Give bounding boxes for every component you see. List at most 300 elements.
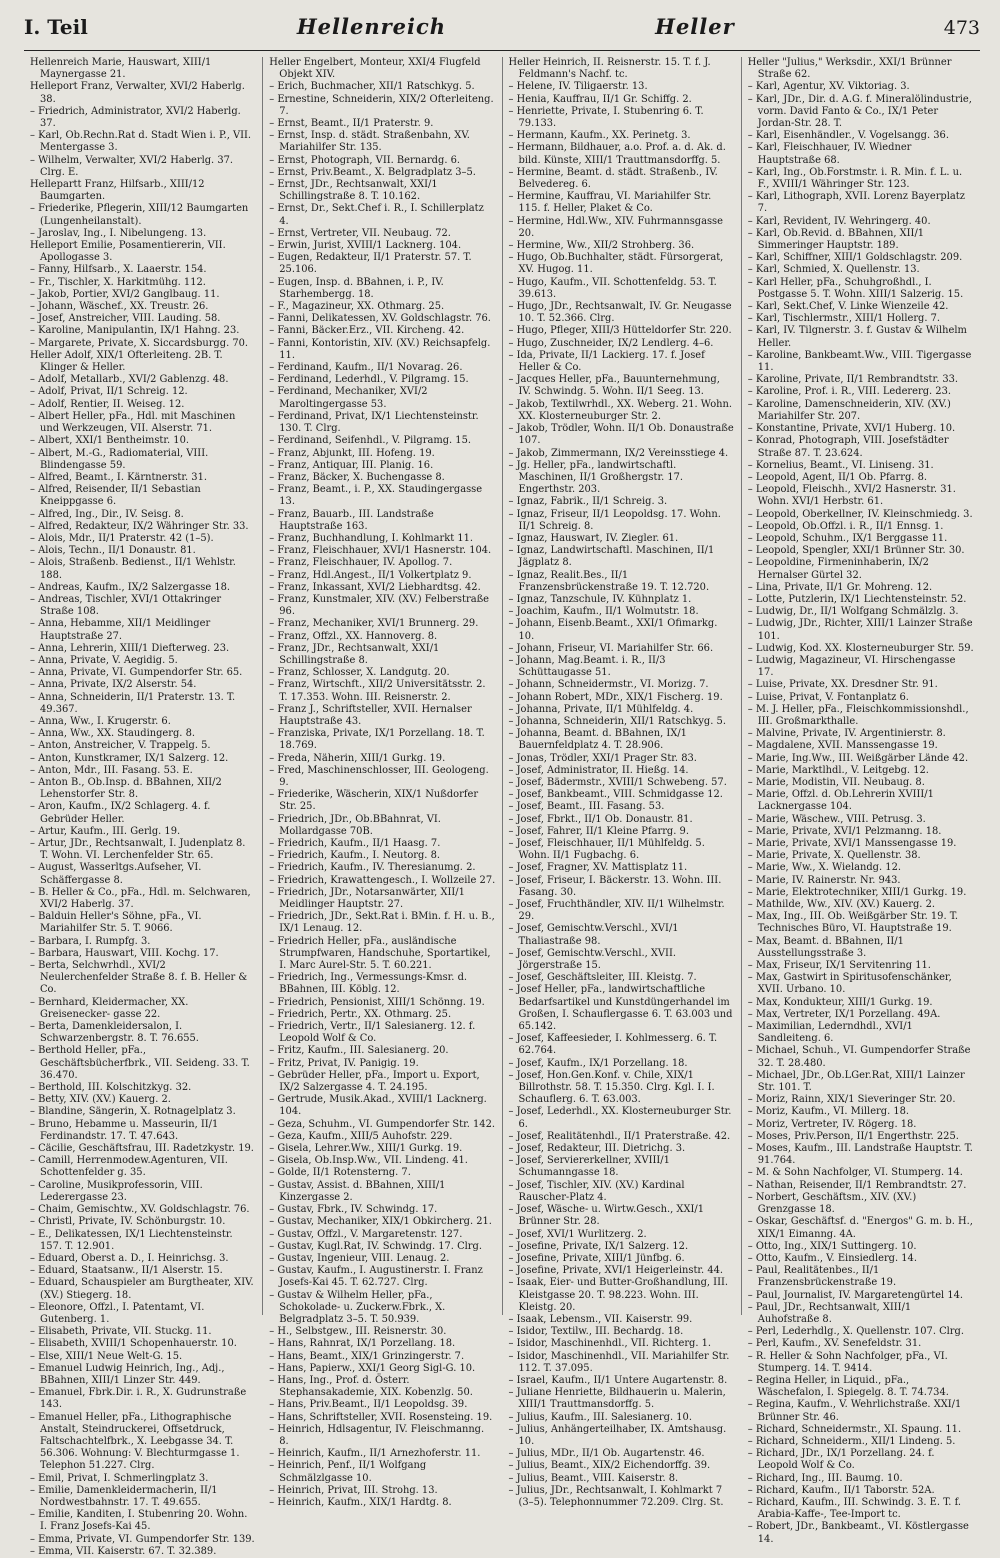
directory-entry: – Ludwig, Dr., II/1 Wolfgang Schmälzlg. 3. <box>747 606 959 618</box>
directory-entry: – Isaak, Eier- und Butter-Großhandlung, III. Kleistgasse 20. T. 98.223. Wohn. III. Kleistg. 20. <box>508 1277 729 1313</box>
directory-entry: – Friedrich, Kaufm., IV. Theresianumg. 2. <box>269 862 476 874</box>
directory-entry: – Christl, Private, IV. Schönburgstr. 10. <box>30 1216 226 1228</box>
directory-entry: – Hermine, Hdl.Ww., XIV. Fuhrmannsgasse 20. <box>508 215 723 239</box>
directory-entry: – Friederike, Pflegerin, XIII/12 Baumgarten (Lungenheilanstalt). <box>30 203 249 227</box>
directory-entry: – Max, Friseur, IX/1 Servitenring 11. <box>747 960 931 972</box>
part-label: I. Teil <box>24 15 88 39</box>
directory-entry: – Berthold, III. Kolschitzkyg. 32. <box>30 1082 192 1094</box>
directory-entry: – Barbara, Hauswart, VIII. Kochg. 17. <box>30 947 219 959</box>
directory-entry: – Franz, Wirtschft., XII/2 Universitätsstr. 2. T. 17.353. Wohn. III. Reisnerstr. 2. <box>269 679 486 703</box>
directory-entry: – Marie, Ing.Ww., III. Weißgärber Lände 42. <box>747 752 969 764</box>
directory-entry: – Karl, Lithograph, XVII. Lorenz Bayerplatz 7. <box>747 191 965 215</box>
directory-entry: – Leopoldine, Firmeninhaberin, IX/2 Hernalser Gürtel 32. <box>747 557 929 581</box>
directory-entry: – Oskar, Geschäftsf. d. "Energos" G. m. b. H., XIX/1 Eimanng. 4A. <box>747 1216 973 1240</box>
directory-entry: – Ernst, Vertreter, VII. Neubaug. 72. <box>269 227 451 239</box>
directory-entry: – Ignaz, Fabrik., II/1 Schreig. 3. <box>508 496 668 508</box>
directory-entry: – Betty, XIV. (XV.) Kauerg. 2. <box>30 1094 171 1106</box>
directory-entry: – Josef, Serviererkellner, XVIII/1 Schumanngasse 18. <box>508 1155 670 1179</box>
directory-entry: – Joachim, Kaufm., II/1 Wolmutstr. 18. <box>508 606 699 618</box>
directory-entry: – Hans, Schriftsteller, XVII. Rosensteing. 19. <box>269 1411 493 1423</box>
directory-entry: – Josef, Gemischtw.Verschl., XVI/1 Thaliastraße 98. <box>508 923 679 947</box>
directory-entry: – Jakob, Trödler, Wohn. II/1 Ob. Donaustraße 107. <box>508 423 734 447</box>
directory-entry: – Elisabeth, XVIII/1 Schopenhauerstr. 10. <box>30 1338 237 1350</box>
directory-entry: – Anton, Kunstkramer, IX/1 Salzerg. 12. <box>30 752 229 764</box>
directory-entry: – Josef, Fbrkt., II/1 Ob. Donaustr. 81. <box>508 813 693 825</box>
directory-entry: – Ernst, Photograph, VII. Bernardg. 6. <box>269 154 461 166</box>
directory-entry: – Friedrich, JDr., Sekt.Rat i. BMin. f. H. u. B., IX/1 Lenaug. 12. <box>269 911 495 935</box>
directory-entry: – Josefine, Private, XVI/1 Heigerleinstr. 44. <box>508 1265 724 1277</box>
directory-entry: – Friedrich, Kaufm., II/1 Haasg. 7. <box>269 838 441 849</box>
directory-entry: – Franz, Bäcker, X. Buchengasse 8. <box>269 471 445 483</box>
directory-entry: – Ernst, Insp. d. städt. Straßenbahn, XV. Mariahilfer Str. 135. <box>269 130 470 154</box>
directory-entry: – Friedrich Heller, pFa., ausländische Strumpfwaren, Handschuhe, Sportartikel, I. Marc Aurel-Str. 5. T. 60.221. <box>269 935 491 972</box>
column-4 <box>741 57 980 1545</box>
directory-entry: – Eugen, Insp. d. BBahnen, i. P., IV. Starhembergg. 18. <box>269 276 444 300</box>
directory-entry: – Emil, Privat, I. Schmerlingplatz 3. <box>30 1472 209 1484</box>
directory-entry: – Josef, Friseur, I. Bäckerstr. 13. Wohn. III. Fasang. 30. <box>508 874 722 898</box>
directory-entry: – Josefine, Private, IX/1 Salzerg. 12. <box>508 1240 689 1252</box>
directory-entry: – Ernst, Beamt., II/1 Praterstr. 9. <box>269 118 434 130</box>
directory-entry: – Konstantine, Private, XVI/1 Huberg. 10. <box>747 423 956 435</box>
directory-entry: – Karoline, Prof. i. R., VIII. Ledererg. 23. <box>747 386 952 398</box>
directory-entry: – Artur, Kaufm., III. Gerlg. 19. <box>30 825 181 837</box>
directory-entry: – Andreas, Kaufm., IX/2 Salzergasse 18. <box>30 581 231 593</box>
directory-entry: – Marie, Private, XVI/1 Pelzmanng. 18. <box>747 825 942 837</box>
directory-entry: – Michael, JDr., Ob.LGer.Rat, XIII/1 Lainzer Str. 101. T. <box>747 1069 965 1094</box>
directory-entry: – Josef, Kaffeesieder, I. Kohlmesserg. 6. T. 62.764. <box>508 1033 718 1057</box>
directory-entry: – Hans, Ing., Prof. d. Österr. Stephansakademie, XIX. Kobenzlg. 50. <box>269 1374 473 1399</box>
directory-entry: – Emanuel Heller, pFa., Lithographische Anstalt, Steindruckerei, Offsetdruck, Faltschachtelfbrk., X. Leebgasse 34. T. 56.306. Wohnung: V. Blechturmgasse 1. Telephon 51.227. Clrg. <box>30 1411 240 1472</box>
directory-entry: – Hugo, Zuschneider, IX/2 Lendlerg. 4–6. <box>508 337 714 349</box>
directory-entry: – Henia, Kauffrau, II/1 Gr. Schiffg. 2. <box>508 93 692 105</box>
directory-entry: – Emanuel Ludwig Heinrich, Ing., Adj., BBahnen, XIII/1 Linzer Str. 449. <box>30 1362 225 1386</box>
directory-entry: – Henriette, Private, I. Stubenring 6. T. 79.133. <box>508 105 704 130</box>
directory-entry: – Marie, Offzl. d. Ob.Lehrerin XVIII/1 Lacknergasse 104. <box>747 789 934 813</box>
directory-entry: – Robert, JDr., Bankbeamt., VI. Köstlergasse 14. <box>747 1521 969 1545</box>
directory-entry: – Luise, Private, XX. Dresdner Str. 91. <box>747 679 938 691</box>
directory-entry: – Heinrich, Kaufm., XIX/1 Hardtg. 8. <box>269 1496 452 1508</box>
directory-entry: – Johanna, Beamt. d. BBahnen, IX/1 Bauernfeldplatz 4. T. 28.906. <box>508 728 687 752</box>
directory-entry: – Camill, Herrenmodew.Agenturen, VII. Schottenfelder g. 35. <box>30 1155 228 1179</box>
directory-entry: – Friedrich, Krawattengesch., I. Wollzeile 27. <box>269 874 496 886</box>
directory-entry: – Adolf, Privat, II/1 Schreig. 12. <box>30 386 188 398</box>
directory-entry: – Jakob, Portier, XVI/2 Ganglbaug. 11. <box>30 288 220 300</box>
directory-entry: – Alfred, Redakteur, IX/2 Währinger Str. 33. <box>30 520 249 532</box>
directory-entry: Hellepartt Franz, Hilfsarb., XIII/12 Baumgarten. <box>30 179 205 203</box>
directory-entry: – Albert, XXI/1 Bentheimstr. 10. <box>30 435 190 447</box>
directory-entry: – Regina Heller, in Liquid., pFa., Wäschefalon, I. Spiegelg. 8. T. 74.734. <box>747 1374 949 1399</box>
directory-entry: – Gustav & Wilhelm Heller, pFa., Schokolade- u. Zuckerw.Fbrk., X. Belgradplatz 3–5. T. 50.939. <box>269 1289 446 1325</box>
directory-entry: – Mathilde, Ww., XIV. (XV.) Kauerg. 2. <box>747 899 935 911</box>
directory-entry: – Karl, Schmied, X. Quellenstr. 13. <box>747 264 920 276</box>
directory-entry: – Fanni, Kontoristin, XIV. (XV.) Reichsapfelg. 11. <box>269 337 491 361</box>
directory-entry: – Franz, Beamt., i. P., XX. Staudingergasse 13. <box>269 484 483 508</box>
directory-entry: – Else, XIII/1 Neue Welt-G. 15. <box>30 1350 183 1362</box>
directory-entry: – Jaroslav, Ing., I. Nibelungeng. 13. <box>30 227 207 239</box>
directory-entry: – Nathan, Reisender, II/1 Rembrandtstr. 27. <box>747 1179 967 1191</box>
directory-entry: – Franz, Fleischhauer, XVI/1 Hasnerstr. 104. <box>269 545 492 557</box>
directory-entry: – Franz J., Schriftsteller, XVII. Hernalser Hauptstraße 43. <box>269 703 472 727</box>
directory-entry: – M. & Sohn Nachfolger, VI. Stumperg. 14. <box>747 1167 963 1179</box>
directory-entry: – Josef, Kaufm., IX/1 Porzellang. 18. <box>508 1057 688 1069</box>
directory-entry: – Karl, Ob.Revid. d. BBahnen, XII/1 Simmeringer Hauptstr. 189. <box>747 227 925 252</box>
directory-entry: – Malvine, Private, IV. Argentinierstr. 8. <box>747 728 946 740</box>
directory-entry: – Max, Ing., III. Ob. Weißgärber Str. 19. T. Technisches Büro, VI. Hauptstraße 19. <box>747 911 959 935</box>
directory-entry: Hellenreich Marie, Hauswart, XIII/1 Maynergasse 21. <box>30 57 212 81</box>
directory-entry: – Josef, Bädermstr., XVIII/1 Schwebeng. 57. <box>508 776 727 788</box>
directory-entry: – Richard, Schneidermstr., XI. Spaung. 11. <box>747 1423 962 1435</box>
directory-entry: – Hans, Beamt., XIX/1 Grinzingerstr. 7. <box>269 1350 465 1362</box>
directory-entry: – Josef, XVI/1 Wurlitzerg. 2. <box>508 1228 647 1240</box>
directory-entry: – Hermine, Beamt. d. städt. Straßenb., IV. Belvedereg. 6. <box>508 166 718 191</box>
directory-entry: – Josef, Beamt., III. Fasang. 53. <box>508 801 665 813</box>
directory-entry: – Franz, Buchhandlung, I. Kohlmarkt 11. <box>269 532 474 544</box>
directory-entry: – Karoline, Private, II/1 Rembrandtstr. 33. <box>747 374 959 386</box>
directory-entry: – Lotte, Putzlerin, IX/1 Liechtensteinstr. 52. <box>747 593 967 605</box>
directory-entry: – Karl, Schiffner, XIII/1 Goldschlagstr. 209. <box>747 252 963 264</box>
directory-entry: – Anna, Private, V. Aegidig. 5. <box>30 654 178 666</box>
directory-entry: – Hugo, Ob.Buchhalter, städt. Fürsorgerat, XV. Hugog. 11. <box>508 252 724 276</box>
directory-entry: – Marie, Wäschew., VIII. Petrusg. 3. <box>747 813 926 825</box>
directory-entry: – Josef, Redakteur, III. Dietrichg. 3. <box>508 1143 686 1155</box>
directory-entry: – Ludwig, Kod. XX. Klosterneuburger Str. 59. <box>747 642 974 654</box>
page-number: 473 <box>943 17 980 39</box>
directory-entry: – Jg. Heller, pFa., landwirtschaftl. Maschinen, II/1 Großhergstr. 17. Engerthstr. 203. <box>508 459 684 496</box>
directory-entry: – Jakob, Textilwrhdl., XX. Weberg. 21. Wohn. XX. Klosterneuburger Str. 2. <box>508 398 733 422</box>
directory-entry: – Gustav, Offzl., V. Margaretenstr. 127. <box>269 1228 463 1240</box>
directory-entry: – Josef, Geschäftsleiter, III. Kleistg. 7. <box>508 972 697 984</box>
directory-entry: – Karoline, Damenschneiderin, XIV. (XV.) Mariahilfer Str. 207. <box>747 398 951 422</box>
directory-entry: – Ferdinand, Mechaniker, XVI/2 Maroltingergasse 53. <box>269 386 428 410</box>
directory-entry: – Julius, Beamt., VIII. Kaiserstr. 8. <box>508 1472 679 1484</box>
directory-entry: – Elisabeth, Private, VII. Stuckg. 11. <box>30 1326 212 1338</box>
directory-entry: Heller Adolf, XIX/1 Ofterleiteng. 2B. T. Klinger & Heller. <box>30 349 223 374</box>
directory-entry: – Helene, IV. Tiligaerstr. 13. <box>508 81 648 93</box>
directory-entry: – Gertrude, Musik.Akad., XVIII/1 Lacknerg. 104. <box>269 1094 487 1118</box>
directory-entry: – Adolf, Rentier, II. Weiseg. 12. <box>30 398 185 410</box>
directory-entry: – Alfred, Reisender, II/1 Sebastian Kneippgasse 6. <box>30 484 201 508</box>
column-2 <box>262 57 501 1508</box>
directory-entry: – Friederike, Wäscherin, XIX/1 Nußdorfer Str. 25. <box>269 789 479 813</box>
column-1 <box>24 57 262 1557</box>
directory-entry: – Friedrich, Pertr., XX. Othmarg. 25. <box>269 1008 452 1020</box>
directory-entry: – Golde, II/1 Rotensterng. 7. <box>269 1167 411 1179</box>
directory-entry: – Barbara, I. Rumpfg. 3. <box>30 935 151 947</box>
directory-entry: – August, Wasserltgs.Aufseher, VI. Schäffergasse 8. <box>30 862 202 886</box>
directory-entry: – Paul, Journalist, IV. Margaretengürtel 14. <box>747 1289 964 1301</box>
directory-entry: – Gustav, Mechaniker, XIX/1 Obkircherg. 21. <box>269 1216 492 1228</box>
directory-entry: – Hermann, Bildhauer, a.o. Prof. a. d. Ak. d. bild. Künste, XIII/1 Trauttmansdorffg. 5. <box>508 142 726 166</box>
directory-entry: – Hans, Rahnrat, IX/1 Porzellang. 18. <box>269 1338 456 1350</box>
directory-entry: – Heinrich, Kaufm., II/1 Arnezhoferstr. 11. <box>269 1448 481 1460</box>
directory-entry: – Moses, Kaufm., III. Landstraße Hauptstr. T. 91.764. <box>747 1143 973 1167</box>
directory-entry: – Gustav, Ingenieur, VIII. Lenaug. 2. <box>269 1252 450 1264</box>
directory-entry: – Michael, Schuh., VI. Gumpendorfer Straße 32. T. 28.480. <box>747 1045 971 1069</box>
directory-entry: – Julius, MDr., II/1 Ob. Augartenstr. 46. <box>508 1448 705 1460</box>
directory-entry: – Marie, Elektrotechniker, XIII/1 Gurkg. 19. <box>747 886 967 898</box>
directory-entry: – Moriz, Vertreter, IV. Rögerg. 18. <box>747 1118 917 1130</box>
directory-entry: – Eduard, Oberst a. D., I. Heinrichsg. 3. <box>30 1252 229 1264</box>
directory-entry: – Karl, Fleischhauer, IV. Wiedner Hauptstraße 68. <box>747 142 912 166</box>
directory-entry: – Norbert, Geschäftsm., XIV. (XV.) Grenzgasse 18. <box>747 1191 917 1216</box>
directory-entry: – Franz, Inkassant, XVI/2 Liebhardtsg. 42. <box>269 581 481 593</box>
directory-entry: – Karl, Eisenhändler., V. Vogelsangg. 36. <box>747 130 949 142</box>
directory-entry: – Eduard, Schauspieler am Burgtheater, XIV. (XV.) Stiegerg. 18. <box>30 1277 254 1301</box>
directory-entry: – Luise, Privat, V. Fontanplatz 6. <box>747 691 909 703</box>
directory-entry: – Richard, Kaufm., III. Schwindg. 3. E. T. f. Arabia-Kaffe-, Tee-Import tc. <box>747 1496 962 1521</box>
directory-entry: – Ernst, Priv.Beamt., X. Belgradplatz 3–5. <box>269 166 476 178</box>
directory-entry: – Anna, Ww., XX. Staudingerg. 8. <box>30 728 196 740</box>
left-catchword: Hellenreich <box>296 14 447 39</box>
directory-entry: – Berta, Damenkleidersalon, I. Schwarzenbergstr. 8. T. 76.655. <box>30 1021 199 1045</box>
directory-entry: – Emilie, Damenkleidermacherin, II/1 Nordwestbahnstr. 17. T. 49.655. <box>30 1484 218 1508</box>
directory-entry: Helleport Franz, Verwalter, XVI/2 Haberlg. 38. <box>30 81 245 105</box>
directory-entry: – Hermine, Ww., XII/2 Strohberg. 36. <box>508 240 695 252</box>
directory-entry: – Albert Heller, pFa., Hdl. mit Maschinen und Werkzeugen, VII. Alserstr. 71. <box>30 410 236 435</box>
directory-entry: – Franz, Schlosser, X. Landgutg. 20. <box>269 667 450 679</box>
directory-entry: – Jacques Heller, pFa., Bauunternehmung, IV. Schwindg. 5. Wohn. II/1 Seeg. 13. <box>508 374 720 398</box>
directory-entry: – Josef, Fahrer, II/1 Kleine Pfarrg. 9. <box>508 825 689 837</box>
directory-entry: – Leopold, Spengler, XXI/1 Brünner Str. 30. <box>747 545 965 557</box>
directory-entry: – Ignaz, Hauswart, IV. Ziegler. 61. <box>508 532 679 544</box>
directory-entry: – Marie, Marktlhdl., V. Leitgebg. 12. <box>747 764 929 776</box>
directory-entry: – Max, Vertreter, IX/1 Porzellang. 49A. <box>747 1008 941 1020</box>
directory-entry: – Fanni, Delikatessen, XV. Goldschlagstr. 76. <box>269 313 491 325</box>
directory-entry: – Josef, Anstreicher, VIII. Lauding. 58. <box>30 313 221 325</box>
directory-entry: – Franz, Antiquar, III. Planig. 16. <box>269 459 434 471</box>
directory-entry: – Hermine, Kauffrau, VI. Mariahilfer Str. 115. f. Heller, Plaket & Co. <box>508 191 712 215</box>
directory-entry: – Jakob, Zimmermann, IX/2 Vereinsstiege 4. <box>508 447 729 459</box>
directory-entry: – Eugen, Redakteur, II/1 Praterstr. 57. T. 25.106. <box>269 252 472 276</box>
directory-entry: – Franz, Abjunkt, III. Hofeng. 19. <box>269 447 435 459</box>
directory-entry: – Marie, IV. Rainerstr. Nr. 943. <box>747 874 901 886</box>
directory-entry: – Julius, Beamt., XIX/2 Eichendorffg. 39. <box>508 1460 711 1472</box>
directory-entry: – Eleonore, Offzl., I. Patentamt, VI. Gutenberg. 1. <box>30 1301 205 1325</box>
directory-entry: – Ferdinand, Lederhdl., V. Pilgramg. 15. <box>269 374 469 386</box>
directory-entry: – Anna, Lehrerin, XIII/1 Diefterweg. 23. <box>30 642 230 654</box>
directory-entry: – Julius, Anhängerteilhaber, IX. Amtshausg. 10. <box>508 1423 727 1447</box>
directory-entry: – Josef, Fragner, XV. Mattisplatz 11. <box>508 862 688 874</box>
directory-entry: – Emma, Private, VI. Gumpendorfer Str. 139. <box>30 1533 255 1545</box>
directory-entry: – Marie, Modistin, VII. Neubaug. 8. <box>747 776 925 788</box>
directory-entry: – Margarete, Private, X. Siccardsburgg. 70. <box>30 337 249 349</box>
directory-entry: – Aron, Kaufm., IX/2 Schlagerg. 4. f. Gebrüder Heller. <box>30 801 211 825</box>
directory-entry: – Anton B., Ob.Insp. d. BBahnen, XII/2 Lehenstorfer Str. 8. <box>30 776 222 801</box>
directory-entry: – Andreas, Tischler, XVI/1 Ottakringer Straße 108. <box>30 593 222 618</box>
directory-entry: – Emilie, Kanditen, I. Stubenring 20. Wohn. I. Franz Josefs-Kai 45. <box>30 1509 248 1533</box>
directory-entry: – Johann, Wäschef., XX. Treustr. 26. <box>30 301 209 313</box>
directory-entry: – Isidor, Maschinenhdl., VII. Richterg. 1. <box>508 1338 712 1350</box>
directory-entry: – Franz, JDr., Rechtsanwalt, XXI/1 Schillingstraße 8. <box>269 642 440 666</box>
directory-entry: – Johanna, Private, II/1 Mühlfeldg. 4. <box>508 703 694 715</box>
directory-entry: – Friedrich, JDr., Ob.BBahnrat, VI. Mollardgasse 70B. <box>269 813 441 837</box>
directory-entry: – Blandine, Sängerin, X. Rotnagelplatz 3. <box>30 1106 236 1118</box>
directory-entry: – Josef, Gemischtw.Verschl., XVII. Jörgerstraße 15. <box>508 947 676 972</box>
directory-entry: – Josef, Lederhdl., XX. Klosterneuburger Str. 6. <box>508 1106 732 1130</box>
directory-entry: – Isidor, Textilw., III. Bechardg. 18. <box>508 1326 684 1338</box>
directory-entry: – Moriz, Rainn, XIX/1 Sieveringer Str. 20. <box>747 1094 956 1106</box>
column-3 <box>502 57 741 1508</box>
directory-entry: – Friedrich, Ing., Vermessungs-Kmsr. d. BBahnen, III. Köblg. 12. <box>269 972 468 996</box>
directory-entry: – Richard, JDr., IX/1 Porzellang. 24. f. Leopold Wolf & Co. <box>747 1448 935 1472</box>
directory-entry: – Albert, M.-G., Radiomaterial, VIII. Blindengasse 59. <box>30 447 209 471</box>
directory-entry: – Julius, JDr., Rechtsanwalt, I. Kohlmarkt 7 (3–5). Telephonnummer 72.209. Clrg. St. <box>508 1484 724 1508</box>
directory-entry: – Max, Beamt. d. BBahnen, II/1 Ausstellungsstraße 3. <box>747 935 904 959</box>
directory-entry: – Regina, Kaufm., V. Wehrlichstraße. XXI/1 Brünner Str. 46. <box>747 1399 962 1423</box>
directory-entry: – Alfred, Beamt., I. Kärntnerstr. 31. <box>30 471 207 483</box>
directory-entry: – Karl, Ob.Rechn.Rat d. Stadt Wien i. P., VII. Mentergasse 3. <box>30 130 252 154</box>
directory-entry: – Leopold, Agent, II/1 Ob. Pfarrg. 8. <box>747 471 927 483</box>
directory-entry: – Leopold, Ob.Offzl. i. R., II/1 Ennsg. 1. <box>747 520 944 532</box>
directory-entry: Heller Heinrich, II. Reisnerstr. 15. T. f. J. Feldmann's Nachf. tc. <box>508 57 711 81</box>
directory-entry: – Freda, Näherin, XIII/1 Gurkg. 19. <box>269 752 446 764</box>
directory-entry: – Josef Heller, pFa., landwirtschaftliche Bedarfsartikel und Kunstdüngerhandel im Großen, I. Schauflergasse 6. T. 63.003 und 65.142. <box>508 984 733 1033</box>
directory-entry: – Alfred, Ing., Dir., IV. Seisg. 8. <box>30 508 184 520</box>
directory-entry: – Magdalene, XVII. Manssengasse 19. <box>747 740 938 752</box>
directory-entry: – Karl, IV. Tilgnerstr. 3. f. Gustav & Wilhelm Heller. <box>747 325 967 349</box>
directory-entry: – Richard, Schneiderm., XII/1 Lindeng. 5. <box>747 1435 956 1447</box>
directory-entry: – Fred, Maschinenschlosser, III. Geologeng. 9. <box>269 764 489 788</box>
directory-entry: – H., Selbstgew., III. Reisnerstr. 30. <box>269 1326 447 1338</box>
directory-entry: – Franz, Hdl.Angest., II/1 Volkertplatz 9. <box>269 569 472 581</box>
directory-entry: – Karl, Sekt.Chef, V. Linke Wienzeile 42. <box>747 301 949 313</box>
directory-entry: – Isidor, Maschinenhdl., VII. Mariahilfer Str. 112. T. 37.095. <box>508 1350 730 1374</box>
directory-entry: – Fanni, Bäcker.Erz., VII. Kircheng. 42. <box>269 325 465 337</box>
directory-entry: Helleport Emilie, Posamentiererin, VII. Apollogasse 3. <box>30 240 226 264</box>
directory-entry: – Berta, Selchwrhdl., XVI/2 Neulerchenfelder Straße 8. f. B. Heller & Co. <box>30 960 248 996</box>
directory-entry: – Josef, Realitätenhdl., II/1 Praterstraße. 42. <box>508 1130 731 1142</box>
directory-entry: – Johann, Friseur, VI. Mariahilfer Str. 66. <box>508 642 714 654</box>
directory-entry: – Paul, Realitätenbes., II/1 Franzensbrückenstraße 19. <box>747 1265 897 1289</box>
directory-entry: – Otto, Ing., XIX/1 Suttingerg. 10. <box>747 1240 917 1252</box>
directory-entry: – Perl, Kaufm., XV. Senefeldstr. 31. <box>747 1338 922 1350</box>
directory-entry: – Friedrich, JDr., Notarsanwärter, XII/1 Meidlinger Hauptstr. 27. <box>269 886 465 911</box>
directory-entry: – Karoline, Manipulantin, IX/1 Hahng. 23. <box>30 325 240 337</box>
directory-entry: – B. Heller & Co., pFa., Hdl. m. Selchwaren, XVI/2 Haberlg. 37. <box>30 886 251 911</box>
directory-entry: – Kornelius, Beamt., VI. Liniseng. 31. <box>747 459 934 471</box>
directory-entry: – R. Heller & Sohn Nachfolger, pFa., VI. Stumperg. 14. T. 9414. <box>747 1350 948 1374</box>
directory-entry: – Gisela, Lehrer.Ww., XIII/1 Gurkg. 19. <box>269 1143 463 1155</box>
directory-entry: – Perl, Lederhdlg., X. Quellenstr. 107. Clrg. <box>747 1326 964 1338</box>
directory-entry: – Hans, Papierw., XXI/1 Georg Sigl-G. 10. <box>269 1362 476 1374</box>
directory-entry: – Fritz, Privat, IV. Panigig. 19. <box>269 1057 419 1069</box>
directory-entry: – Karoline, Bankbeamt.Ww., VIII. Tigergasse 11. <box>747 349 972 374</box>
directory-entry: – Gisela, Ob.Insp.Ww., VII. Lindeng. 41. <box>269 1155 468 1167</box>
directory-entry: – Fanny, Hilfsarb., X. Laaerstr. 154. <box>30 264 207 276</box>
directory-entry: – Ignaz, Tanzschule, IV. Kühnplatz 1. <box>508 593 692 605</box>
directory-entry: – Karl, Tischlermstr., XIII/1 Hollerg. 7. <box>747 313 941 325</box>
directory-entry: – Friedrich, Kaufm., I. Neutorg. 8. <box>269 850 441 862</box>
directory-entry: – Artur, JDr., Rechtsanwalt, I. Judenplatz 8. T. Wohn. VI. Lerchenfelder Str. 65. <box>30 838 246 862</box>
directory-entry: – Marie, Private, X. Quellenstr. 38. <box>747 850 921 862</box>
directory-entry: – Ludwig, Magazineur, VI. Hirschengasse 17. <box>747 654 956 679</box>
directory-entry: – Paul, JDr., Rechtsanwalt, XIII/1 Auhofstraße 8. <box>747 1301 912 1325</box>
directory-entry: – Richard, Kaufm., II/1 Taborstr. 52A. <box>747 1484 935 1496</box>
directory-entry: – Gustav, Kaufm., I. Augustinerstr. I. Franz Josefs-Kai 45. T. 62.727. Clrg. <box>269 1265 483 1289</box>
directory-entry: – Karl, Agentur, XV. Viktoriag. 3. <box>747 81 910 93</box>
directory-entry: – Bernhard, Kleidermacher, XX. Greisenecker- gasse 22. <box>30 996 189 1020</box>
directory-entry: – Juliane Henriette, Bildhauerin u. Malerin, XIII/1 Trauttmansdorffg. 5. <box>508 1387 726 1411</box>
directory-entry: – Josef, Tischler, XIV. (XV.) Kardinal Rauscher-Platz 4. <box>508 1179 685 1203</box>
right-catchword: Heller <box>655 14 735 39</box>
directory-entry: – Ferdinand, Seifenhdl., V. Pilgramg. 15. <box>269 435 472 447</box>
directory-entry: – Friedrich, Pensionist, XIII/1 Schönng. 19. <box>269 996 485 1008</box>
directory-entry: – Johann, Eisenb.Beamt., XXI/1 Ofimarkg. 10. <box>508 618 718 642</box>
directory-entry: – Anton, Anstreicher, V. Trappelg. 5. <box>30 740 211 752</box>
directory-entry: – Hugo, Kaufm., VII. Schottenfeldg. 53. T. 39.613. <box>508 276 717 300</box>
directory-entry: – Marie, Ww., X. Wielandg. 12. <box>747 862 901 874</box>
directory-entry: – Ernestine, Schneiderin, XIX/2 Ofterleiteng. 7. <box>269 93 494 117</box>
directory-entry: – Eduard, Staatsanw., II/1 Alserstr. 15. <box>30 1265 223 1277</box>
directory-entry: – Anton, Mdr., III. Fasang. 53. E. <box>30 764 193 776</box>
directory-entry: – Franz, Mechaniker, XVI/1 Brunnerg. 29. <box>269 618 479 630</box>
directory-entry: – Johanna, Schneiderin, XII/1 Ratschkyg. 5. <box>508 715 726 727</box>
directory-entry: – Marie, Private, XVI/1 Manssengasse 19. <box>747 838 957 849</box>
directory-entry: – Ignaz, Realit.Bes., II/1 Franzensbrückenstraße 19. T. 12.720. <box>508 569 710 593</box>
directory-entry: – Johann, Schneidermstr., VI. Morizg. 7. <box>508 679 709 691</box>
directory-entry: Heller "Julius," Werksdir., XXI/1 Brünner Straße 62. <box>747 57 952 81</box>
directory-entry: – F., Magazineur, XX. Othmarg. 25. <box>269 301 445 313</box>
directory-entry: – Berthold Heller, pFa., Geschäftsbücherfbrk., VII. Seideng. 33. T. 36.470. <box>30 1045 250 1081</box>
directory-entry: – Adolf, Metallarb., XVI/2 Gablenzg. 48. <box>30 374 229 386</box>
directory-entry: – Bruno, Hebamme u. Masseurin, II/1 Ferdinandstr. 17. T. 47.643. <box>30 1118 219 1142</box>
directory-entry: – Geza, Schuhm., VI. Gumpendorfer Str. 142. <box>269 1118 496 1130</box>
directory-entry: – Ernst, JDr., Rechtsanwalt, XXI/1 Schillingstraße 8. T. 10.162. <box>269 179 438 203</box>
directory-entry: – Friedrich, Administrator, XVI/2 Haberlg. 37. <box>30 105 241 130</box>
directory-entry: – Ignaz, Friseur, II/1 Leopoldsg. 17. Wohn. II/1 Schreig. 8. <box>508 508 721 532</box>
directory-entry: – Johann, Mag.Beamt. i. R., II/3 Schüttaugasse 51. <box>508 654 666 679</box>
directory-entry: – Josef, Fruchthändler, XIV. II/1 Wilhelmstr. 29. <box>508 899 725 923</box>
directory-entry: – Alois, Techn., II/1 Donaustr. 81. <box>30 545 196 557</box>
directory-entry: – Anna, Private, VI. Gumpendorfer Str. 65. <box>30 667 243 679</box>
directory-entry: – Josef, Hon.Gen.Konf. v. Chile, XIX/1 Billrothstr. 58. T. 15.350. Clrg. Kgl. I. I. Schauflerg. 6. T. 63.003. <box>508 1069 715 1106</box>
directory-entry: – Ferdinand, Privat, IX/1 Liechtensteinstr. 130. T. Clrg. <box>269 410 479 435</box>
directory-entry: – Balduin Heller's Söhne, pFa., VI. Mariahilfer Str. 5. T. 9066. <box>30 911 202 935</box>
directory-entry: – Karl Heller, pFa., Schuhgroßhdl., I. Postgasse 5. T. Wohn. XIII/1 Salzerig. 15. <box>747 276 964 300</box>
directory-entry: – Josef, Bankbeamt., VIII. Schmidgasse 12. <box>508 789 723 801</box>
directory-entry: – Anna, Hebamme, XII/1 Meidlinger Hauptstraße 27. <box>30 618 211 642</box>
directory-entry: Heller Engelbert, Monteur, XXI/4 Flugfeld Objekt XIV. <box>269 57 481 81</box>
directory-entry: – Heinrich, Hdlsagentur, IV. Fleischmanng. 8. <box>269 1423 485 1447</box>
directory-entry: – Josefine, Private, XIII/1 Jünfbg. 6. <box>508 1252 685 1264</box>
directory-entry: – Franz, Fleischhauer, IV. Apollog. 7. <box>269 557 453 569</box>
directory-entry: – Johann Robert, MDr., XIX/1 Fischerg. 19. <box>508 691 723 703</box>
directory-entry: – Leopold, Schuhm., IX/1 Berggasse 11. <box>747 532 948 544</box>
page-header <box>24 14 980 51</box>
directory-entry: – Anna, Private, IX/2 Alserstr. 54. <box>30 679 197 691</box>
directory-entry: – Alois, Straßenb. Bedienst., II/1 Wehlstr. 188. <box>30 557 236 581</box>
directory-entry: – Gebrüder Heller, pFa., Import u. Export, IX/2 Salzergasse 4. T. 24.195. <box>269 1069 480 1094</box>
directory-entry: – Wilhelm, Verwalter, XVI/2 Haberlg. 37. Clrg. E. <box>30 154 234 178</box>
directory-entry: – Karl, Ing., Ob.Forstmstr. i. R. Min. f. L. u. F., XVIII/1 Währinger Str. 123. <box>747 166 963 191</box>
directory-entry: – Leopold, Oberkellner, IV. Kleinschmiedg. 3. <box>747 508 973 520</box>
directory-entry: – Caroline, Musikprofessorin, VIII. Lederergasse 23. <box>30 1179 203 1203</box>
directory-entry: – Geza, Kaufm., XIII/5 Auhofstr. 229. <box>269 1130 453 1142</box>
directory-entry: – Josef, Fleischhauer, II/1 Mühlfeldg. 5. Wohn. II/1 Fugbachg. 6. <box>508 838 705 862</box>
directory-entry: – Fr., Tischler, X. Harkitmühg. 112. <box>30 276 206 288</box>
directory-entry: – Fritz, Kaufm., III. Salesianerg. 20. <box>269 1045 449 1057</box>
directory-entry: – Friedrich, Vertr., II/1 Salesianerg. 12. f. Leopold Wolf & Co. <box>269 1021 476 1045</box>
directory-entry: – Jonas, Trödler, XXI/1 Prager Str. 83. <box>508 752 697 764</box>
directory-entry: – Anna, Schneiderin, II/1 Praterstr. 13. T. 49.367. <box>30 691 236 715</box>
directory-entry: – Leopold, Fleischh., XVI/2 Hasnerstr. 31. Wohn. XVI/1 Herbstr. 61. <box>747 484 956 508</box>
directory-entry: – Gustav, Assist. d. BBahnen, XIII/1 Kinzergasse 2. <box>269 1179 446 1203</box>
directory-entry: – Heinrich, Privat, III. Strohg. 13. <box>269 1484 438 1496</box>
directory-entry: – Cäcilie, Geschäftsfrau, III. Radetzkystr. 19. <box>30 1143 254 1155</box>
directory-entry: – Franz, Offzl., XX. Hannoverg. 8. <box>269 630 438 642</box>
directory-entry: – Julius, Kaufm., III. Salesianerg. 10. <box>508 1411 692 1423</box>
directory-entry: – Lina, Private, II/1 Gr. Mohreng. 12. <box>747 581 933 593</box>
